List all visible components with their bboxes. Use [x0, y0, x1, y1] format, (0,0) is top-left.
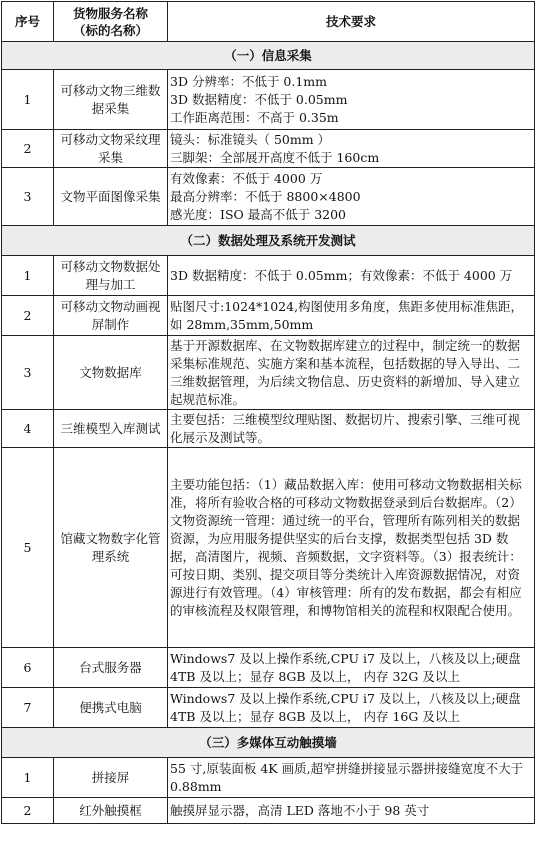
section-row: [2, 226, 535, 256]
section-title: （一）信息采集: [2, 42, 535, 70]
item-requirement: 镜头：标准镜头（ 50mm ） 三脚架：全部展开高度不低于 160cm: [168, 130, 535, 168]
table-row: [2, 130, 535, 168]
header-row: [2, 2, 535, 42]
row-number: 1: [2, 70, 54, 130]
header-requirements: 技术要求: [168, 2, 535, 42]
table-row: [2, 648, 535, 688]
item-name: 可移动文物动画视屏制作: [54, 296, 168, 336]
item-name: 文物平面图像采集: [54, 168, 168, 226]
item-requirement: 主要包括：三维模型纹理贴图、数据切片、搜索引擎、三维可视化展示及测试等。: [168, 410, 535, 448]
item-requirement: 基于开源数据库、在文物数据库建立的过程中，制定统一的数据采集标准规范、实施方案和基本流程，包括数据的导入导出、二三维数据管理，为后续文物信息、历史资料的新增加、导入建立起规范标准。: [168, 336, 535, 410]
item-name: 便携式电脑: [54, 688, 168, 728]
item-name: 文物数据库: [54, 336, 168, 410]
item-requirement: Windows7 及以上操作系统,CPU i7 及以上，八核及以上;硬盘 4TB 及以上；显存 8GB 及以上， 内存 16G 及以上: [168, 688, 535, 728]
section-title: （二）数据处理及系统开发测试: [2, 226, 535, 256]
section-row: [2, 728, 535, 758]
section-row: [2, 42, 535, 70]
item-name: 三维模型入库测试: [54, 410, 168, 448]
item-name: 可移动文物数据处理与加工: [54, 256, 168, 296]
table-row: [2, 448, 535, 648]
row-number: 5: [2, 448, 54, 648]
row-number: 1: [2, 758, 54, 798]
item-name: 拼接屏: [54, 758, 168, 798]
item-name: 馆藏文物数字化管理系统: [54, 448, 168, 648]
item-requirement: Windows7 及以上操作系统,CPU i7 及以上，八核及以上;硬盘 4TB 及以上；显存 8GB 及以上， 内存 32G 及以上: [168, 648, 535, 688]
item-requirement: 主要功能包括：（1）藏品数据入库：使用可移动文物数据相关标准，将所有验收合格的可移动文物数据登录到后台数据库。（2）文物资源统一管理：通过统一的平台，管理所有陈列相关的数据资源，为应用服务提供坚实的后台支撑，数据类型包括 3D 数据，高清图片，视频、音频数据，文字资料等。（3）报表统计：可按日期、类别、提交项目等分类统计入库资源数据情况，对资源进行有效管理。（4）审核管理：所有的发布数据，都会有相应的审核流程及权限管理，和博物馆相关的流程和权限配合使用。: [168, 448, 535, 648]
item-requirement: 55 寸,原装面板 4K 画质,超窄拼缝拼接显示器拼接缝宽度不大于 0.88mm: [168, 758, 535, 798]
item-name: 可移动文物采纹理采集: [54, 130, 168, 168]
table-row: [2, 798, 535, 824]
table-row: [2, 758, 535, 798]
item-requirement: 有效像素：不低于 4000 万 最高分辨率：不低于 8800×4800 感光度：ISO 最高不低于 3200: [168, 168, 535, 226]
table-row: [2, 336, 535, 410]
row-number: 2: [2, 798, 54, 824]
table-row: [2, 410, 535, 448]
technical-requirements-table: [1, 1, 535, 824]
table-row: [2, 70, 535, 130]
table-row: [2, 296, 535, 336]
row-number: 6: [2, 648, 54, 688]
item-requirement: 贴图尺寸:1024*1024,构图使用多角度，焦距多使用标准焦距，如 28mm,35mm,50mm: [168, 296, 535, 336]
header-item-name: 货物服务名称 （标的名称）: [54, 2, 168, 42]
item-requirement: 触摸屏显示器，高清 LED 落地不小于 98 英寸: [168, 798, 535, 824]
table-row: [2, 168, 535, 226]
section-title: （三）多媒体互动触摸墙: [2, 728, 535, 758]
item-name: 红外触摸框: [54, 798, 168, 824]
item-name: 可移动文物三维数据采集: [54, 70, 168, 130]
item-requirement: 3D 分辨率：不低于 0.1mm 3D 数据精度：不低于 0.05mm 工作距离范围：不高于 0.35m: [168, 70, 535, 130]
item-requirement: 3D 数据精度：不低于 0.05mm；有效像素：不低于 4000 万: [168, 256, 535, 296]
row-number: 7: [2, 688, 54, 728]
row-number: 3: [2, 168, 54, 226]
table-row: [2, 688, 535, 728]
row-number: 4: [2, 410, 54, 448]
table-row: [2, 256, 535, 296]
header-number: 序号: [2, 2, 54, 42]
item-name: 台式服务器: [54, 648, 168, 688]
row-number: 2: [2, 296, 54, 336]
row-number: 1: [2, 256, 54, 296]
row-number: 2: [2, 130, 54, 168]
row-number: 3: [2, 336, 54, 410]
